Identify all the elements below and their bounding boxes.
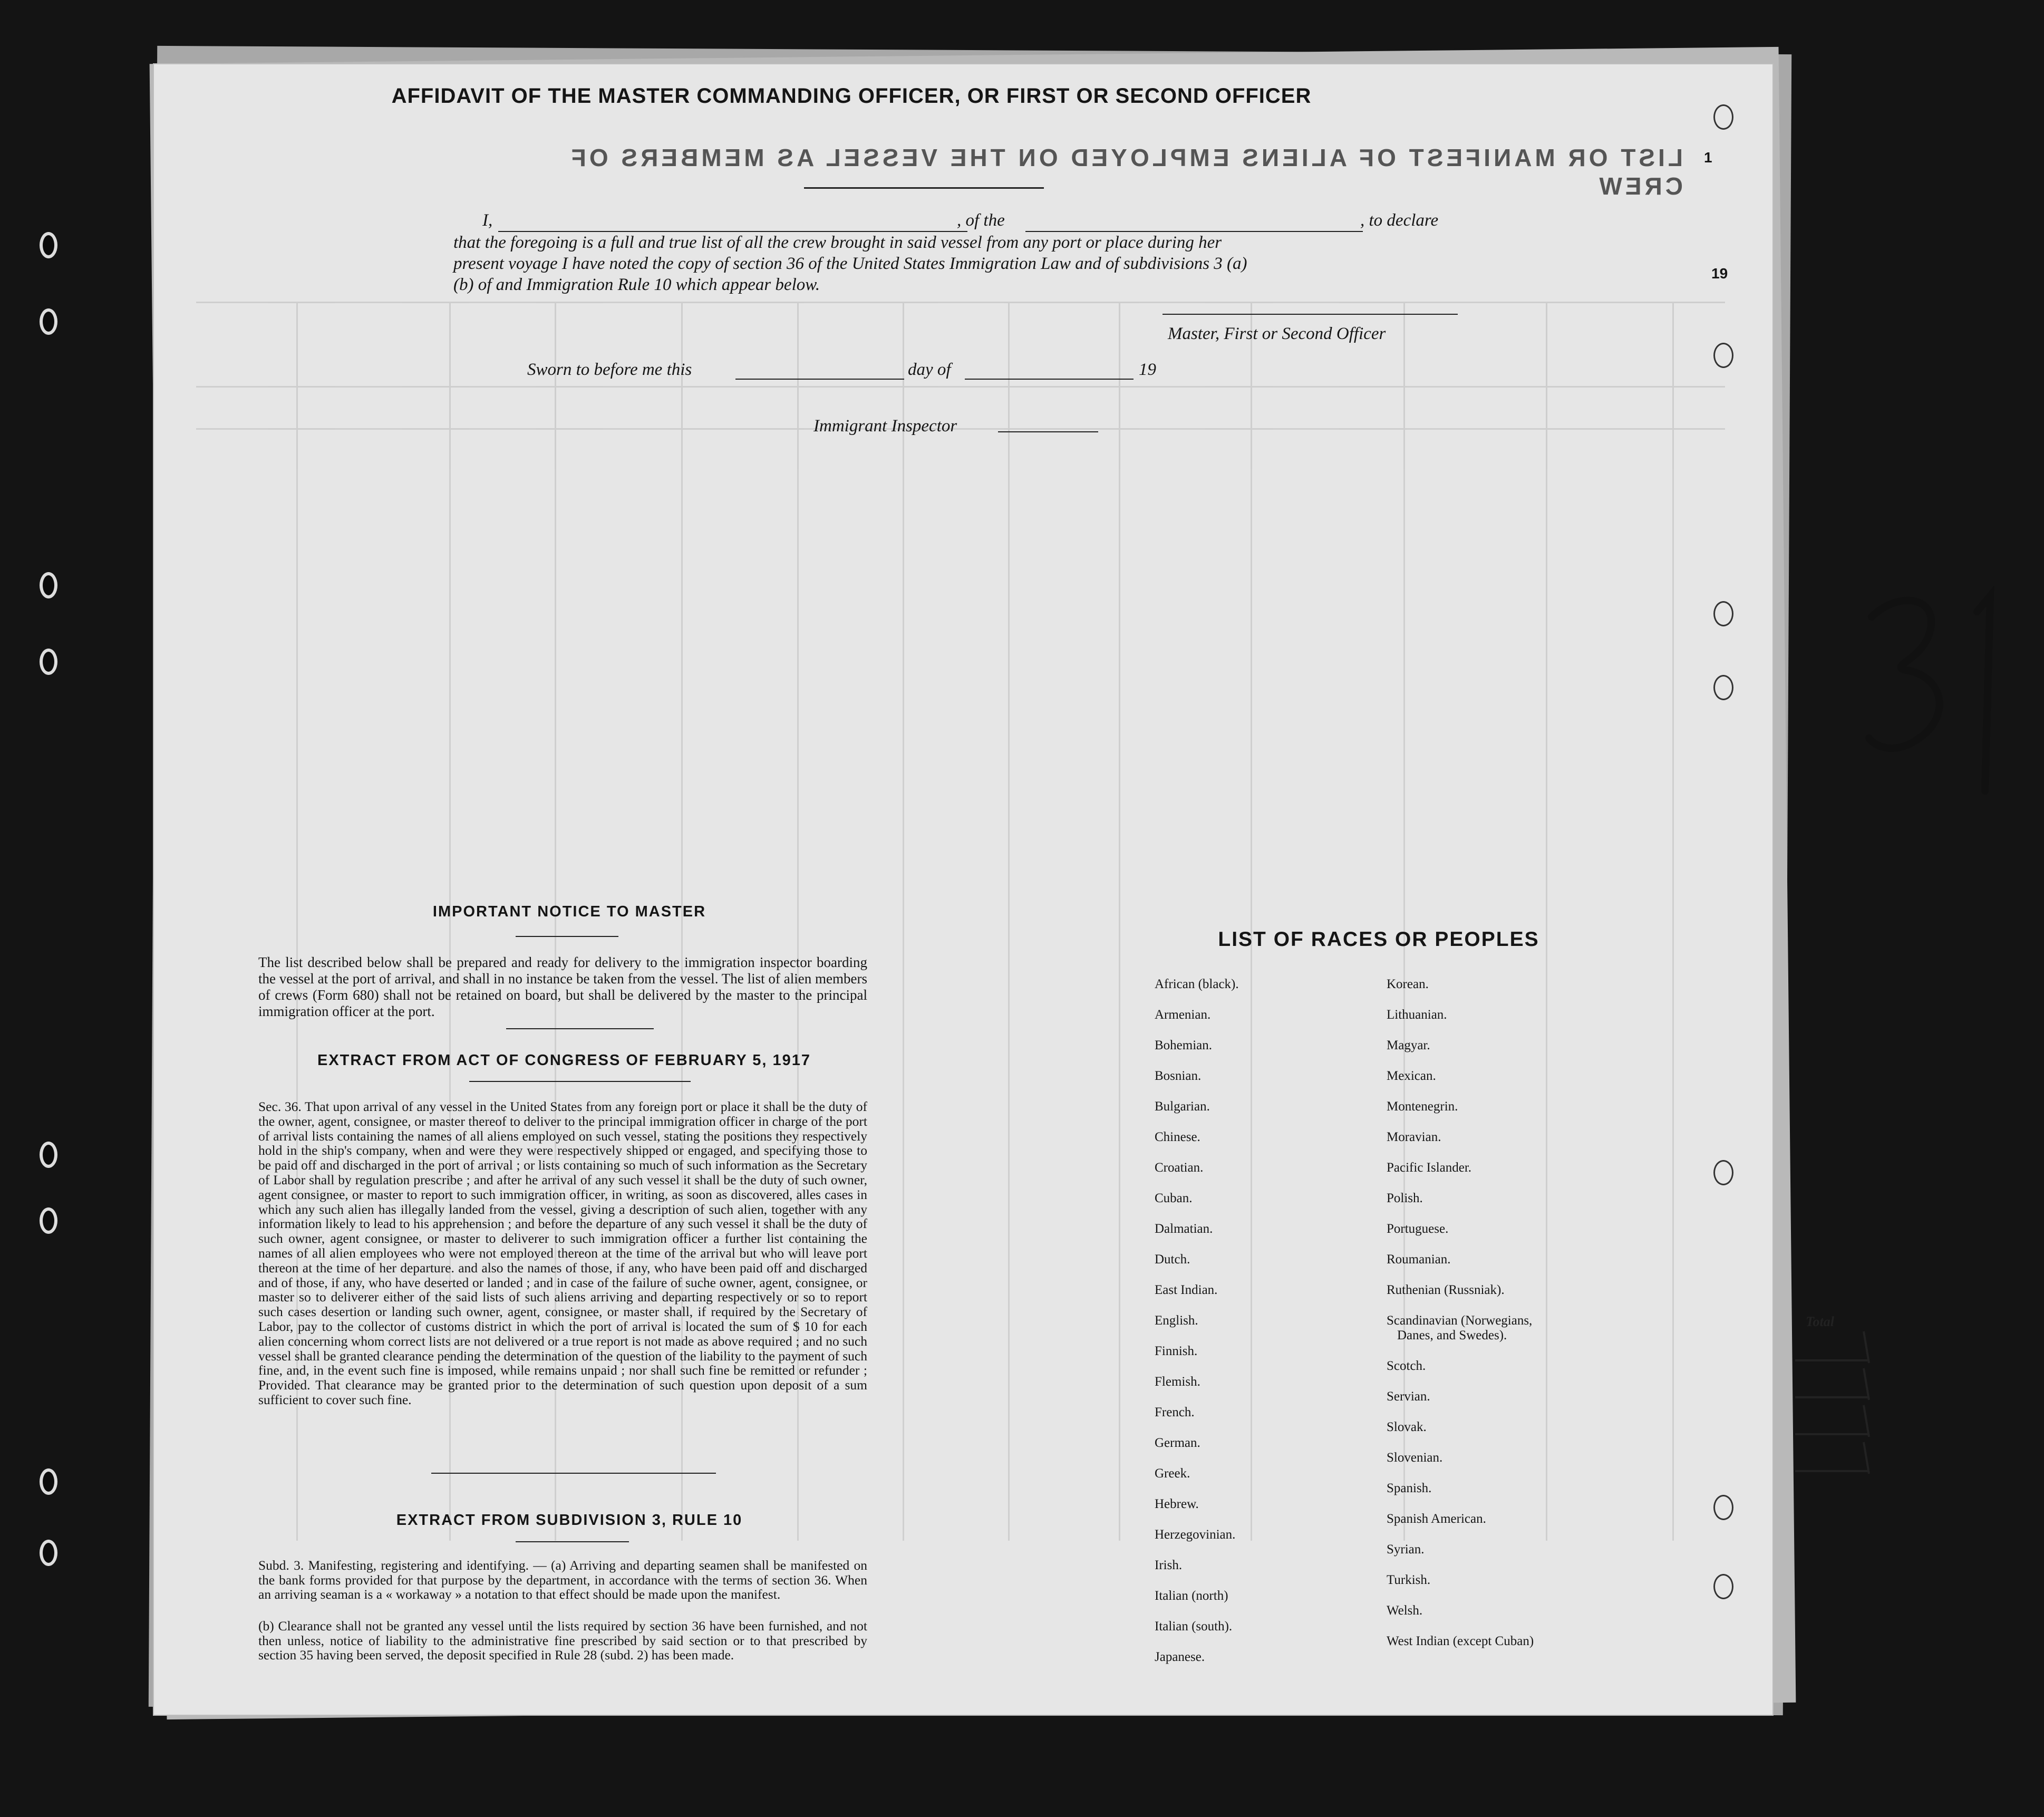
race-item: Danes, and Swedes). <box>1397 1328 1507 1342</box>
binder-ring <box>1713 675 1733 700</box>
race-item: Portuguese. <box>1387 1222 1449 1236</box>
race-item: West Indian (except Cuban) <box>1387 1634 1534 1648</box>
affidavit-title: AFFIDAVIT OF THE MASTER COMMANDING OFFICER, OR FIRST OR SECOND OFFICER <box>391 84 1312 108</box>
binder-ring <box>1713 1574 1733 1599</box>
race-item: Hebrew. <box>1155 1497 1199 1511</box>
race-item: English. <box>1155 1313 1198 1328</box>
race-item: Spanish American. <box>1387 1512 1486 1526</box>
race-item: East Indian. <box>1155 1283 1218 1297</box>
race-item: Dutch. <box>1155 1252 1190 1267</box>
race-item: Moravian. <box>1387 1130 1441 1144</box>
race-item: Servian. <box>1387 1389 1430 1404</box>
race-item: Japanese. <box>1155 1650 1205 1664</box>
race-item: Chinese. <box>1155 1130 1200 1144</box>
races-title: LIST OF RACES OR PEOPLES <box>1218 928 1539 951</box>
affidavit-line-2: that the foregoing is a full and true list of all the crew brought in said vessel from any port or place during her <box>453 233 1222 252</box>
show-through-table <box>154 64 1772 1715</box>
affidavit-to-declare: , to declare <box>1360 211 1439 230</box>
binder-ring <box>1713 104 1733 130</box>
inspector-signature-line <box>998 431 1098 432</box>
tally-marks <box>1790 1310 1880 1484</box>
punch-hole <box>40 649 57 675</box>
binder-ring <box>1713 601 1733 626</box>
notice-underline <box>516 936 618 937</box>
punch-hole <box>40 308 57 335</box>
act-section-36-text: Sec. 36. That upon arrival of any vessel in the United States from any foreign port or place it shall be the duty of the owner, agent, consignee, or master thereof to deliver to the principal immigration officer in charge of the port of arrival lists containing the names of all aliens employed on such vessel, stating the positions they respectively hold in the ship's company, when and were they were respectively shipped or engaged, and specifying those to be paid off and discharged in the port of arrival ; or lists containing so much of such information as the Secretary of Labor shall by regulation prescribe ; and after he arrival of any such vessel it shall be the duty of such owner, agent consignee, or master to report to such immigration officer, in writing, as soon as discovered, alles cases in which any such alien has illegally landed from the vessel, giving a description of such alien, together with any information likely to lead to his apprehension ; and before the departure of any such vessel it shall be the duty of such owner, agent consignee, or master to deliverer to such immigration officer a further list containing the names of all alien employees who were not employed thereon at the time of the arrival but who will leave port thereon at the time of her departure. and also the names of those, if any, who have been paid off and discharged and of those, if any, who have deserted or landed ; and in case of the failure of suche owner, agent, consignee, or master so to deliverer either of the said lists of such aliens arriving and departing respectively or so to report such cases desertion or landing such owner, agent, consignee, or master shall, if required by the Secretary of Labor, pay to the collector of customs district in which the port of arrival is located the sum of $ 10 for each alien concerning whom correct lists are not delivered or a true report is not made as above required ; and no such vessel shall be granted clearance pending the determination of the question of the liability to the payment of such fine, and, in the event such fine is imposed, while remains unpaid ; nor shall such fine be remitted or refunder ; Provided. That clearance may be granted prior to the determination of such question upon deposit of a sum sufficient to cover such fine. <box>258 1099 867 1407</box>
day-of-label: day of <box>908 360 951 379</box>
race-item: Slovenian. <box>1387 1451 1443 1465</box>
document-page <box>153 63 1774 1716</box>
race-item: Herzegovinian. <box>1155 1528 1236 1542</box>
race-item: Roumanian. <box>1387 1252 1451 1267</box>
race-item: Greek. <box>1155 1466 1190 1481</box>
punch-hole <box>40 1207 57 1234</box>
race-item: Flemish. <box>1155 1375 1200 1389</box>
punch-hole <box>40 1468 57 1495</box>
rule10-subdivision-a: Subd. 3. Manifesting, registering and identifying. — (a) Arriving and departing seamen shall be manifested on the bank forms provided for that purpose by the department, in accordance with the terms of section 36. When an arriving seaman is a « workaway » a notation to that effect should be made upon the manifest. <box>258 1558 867 1602</box>
race-item: Armenian. <box>1155 1008 1211 1022</box>
race-item: Finnish. <box>1155 1344 1198 1358</box>
race-item: Polish. <box>1387 1191 1423 1205</box>
race-item: Slovak. <box>1387 1420 1427 1434</box>
race-item: Italian (south). <box>1155 1619 1233 1634</box>
race-item: Croatian. <box>1155 1161 1204 1175</box>
show-through-heading: LIST OR MANIFEST OF ALIENS EMPLOYED ON THE VESSEL AS MEMBERS OF CREW <box>568 144 1683 200</box>
race-item: Bulgarian. <box>1155 1099 1210 1114</box>
punch-hole <box>40 1540 57 1566</box>
corner-mark-1: 1 <box>1704 149 1712 166</box>
inspector-label: Immigrant Inspector <box>813 417 957 436</box>
punch-hole <box>40 572 57 598</box>
act-heading: EXTRACT FROM ACT OF CONGRESS OF FEBRUARY 5, 1917 <box>317 1052 811 1069</box>
race-item: Bohemian. <box>1155 1038 1213 1052</box>
title-underline <box>804 187 1044 189</box>
rule10-heading: EXTRACT FROM SUBDIVISION 3, RULE 10 <box>396 1512 743 1529</box>
binder-ring <box>1713 1160 1733 1185</box>
corner-mark-19: 19 <box>1711 265 1728 282</box>
race-item: French. <box>1155 1405 1195 1419</box>
race-item: Italian (north) <box>1155 1589 1228 1603</box>
master-label: Master, First or Second Officer <box>1168 324 1386 343</box>
rule10-underline <box>516 1541 629 1542</box>
act-underline <box>469 1081 691 1082</box>
notice-heading: IMPORTANT NOTICE TO MASTER <box>432 903 706 920</box>
notice-divider <box>506 1028 654 1029</box>
affidavit-of-the: , of the <box>957 211 1005 230</box>
race-item: Welsh. <box>1387 1603 1423 1618</box>
race-item: Turkish. <box>1387 1573 1431 1587</box>
sworn-day-blank <box>735 379 904 380</box>
sworn-month-blank <box>965 379 1134 380</box>
race-item: Ruthenian (Russniak). <box>1387 1283 1505 1297</box>
handwritten-number-text: 31 <box>1940 687 1945 692</box>
race-item: Scandinavian (Norwegians, <box>1387 1313 1533 1328</box>
tally-label: Total <box>1806 1314 1834 1329</box>
race-item: Dalmatian. <box>1155 1222 1213 1236</box>
race-item: Scotch. <box>1387 1359 1426 1373</box>
affidavit-i: I, <box>482 211 493 230</box>
race-item: Cuban. <box>1155 1191 1193 1205</box>
act-divider <box>431 1473 716 1474</box>
race-item: Spanish. <box>1387 1481 1432 1495</box>
race-item: Mexican. <box>1387 1069 1436 1083</box>
race-item: African (black). <box>1155 977 1239 991</box>
race-item: Montenegrin. <box>1387 1099 1458 1114</box>
notice-text: The list described below shall be prepared and ready for delivery to the immigration inspector boarding the vessel at the port of arrival, and shall in no instance be taken from the vessel. The list of alien members of crews (Form 680) shall not be retained on board, but shall be delivered by the master to the principal immigration officer at the port. <box>258 954 867 1019</box>
handwritten-number-31 <box>1861 580 2019 801</box>
race-item: Lithuanian. <box>1387 1008 1447 1022</box>
race-item: Bosnian. <box>1155 1069 1202 1083</box>
race-item: Korean. <box>1387 977 1429 991</box>
binder-ring <box>1713 1495 1733 1520</box>
race-item: Syrian. <box>1387 1542 1425 1557</box>
year-label: 19 <box>1139 360 1156 379</box>
name-blank <box>498 231 967 232</box>
vessel-blank <box>1025 231 1363 232</box>
binder-ring <box>1713 343 1733 368</box>
affidavit-line-4: (b) of and Immigration Rule 10 which appear below. <box>453 275 820 294</box>
race-item: German. <box>1155 1436 1200 1450</box>
punch-hole <box>40 1142 57 1168</box>
race-item: Pacific Islander. <box>1387 1161 1472 1175</box>
master-signature-line <box>1163 314 1458 315</box>
race-item: Magyar. <box>1387 1038 1430 1052</box>
rule10-subdivision-b: (b) Clearance shall not be granted any vessel until the lists required by section 36 have been furnished, and not then unless, notice of liability to the administrative fine prescribed by said section or to that prescribed by section 35 having been served, the deposit specified in Rule 28 (subd. 2) has been made. <box>258 1618 867 1663</box>
punch-hole <box>40 232 57 258</box>
sworn-label: Sworn to before me this <box>527 360 692 379</box>
affidavit-line-3: present voyage I have noted the copy of section 36 of the United States Immigration Law and of subdivisions 3 (a) <box>453 254 1247 273</box>
race-item: Irish. <box>1155 1558 1183 1572</box>
